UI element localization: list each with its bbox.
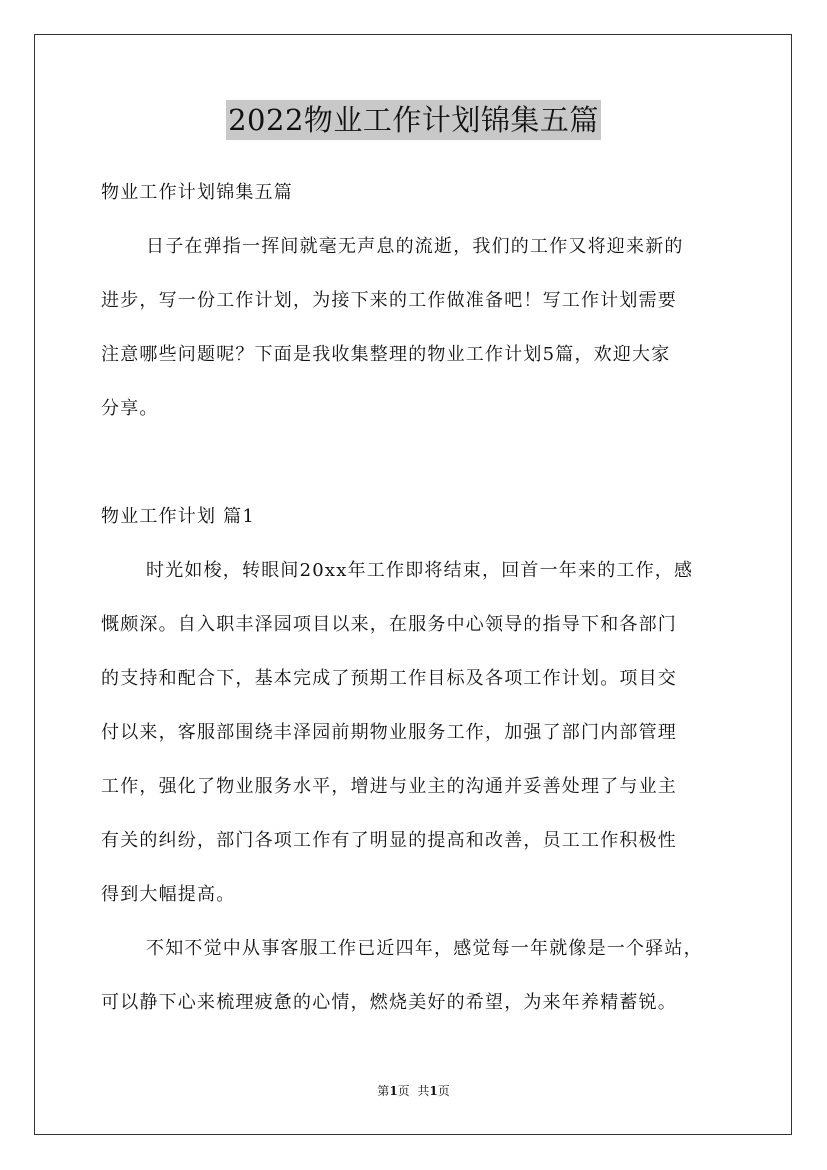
intro-line: 注意哪些问题呢？下面是我收集整理的物业工作计划5篇，欢迎大家 <box>101 344 671 365</box>
subtitle: 物业工作计划锦集五篇 <box>101 182 293 203</box>
paragraph-line: 得到大幅提高。 <box>101 884 236 905</box>
footer-total-unit: 页 <box>437 1084 450 1098</box>
footer-prefix: 第 <box>377 1084 390 1098</box>
document-title: 2022物业工作计划锦集五篇 <box>226 100 601 140</box>
paragraph-line: 慨颇深。自入职丰泽园项目以来，在服务中心领导的指导下和各部门 <box>101 614 677 635</box>
footer-total-pages: 1 <box>429 1084 438 1098</box>
title-block <box>0 100 827 140</box>
section-heading: 物业工作计划 篇1 <box>101 506 255 527</box>
paragraph-line: 的支持和配合下，基本完成了预期工作目标及各项工作计划。项目交 <box>101 668 677 689</box>
intro-line: 日子在弹指一挥间就毫无声息的流逝，我们的工作又将迎来新的 <box>146 236 684 257</box>
intro-line: 进步，写一份工作计划，为接下来的工作做准备吧！写工作计划需要 <box>101 290 677 311</box>
footer-page-number: 1 <box>389 1084 398 1098</box>
paragraph-line: 不知不觉中从事客服工作已近四年，感觉每一年就像是一个驿站， <box>146 938 703 959</box>
footer-separator: 共 <box>409 1084 430 1098</box>
page-footer <box>0 1083 827 1099</box>
footer-page-unit: 页 <box>397 1084 410 1098</box>
paragraph-line: 可以静下心来梳理疲惫的心情，燃烧美好的希望，为来年养精蓄锐。 <box>101 992 677 1013</box>
intro-line: 分享。 <box>101 398 159 419</box>
paragraph-line: 付以来，客服部围绕丰泽园前期物业服务工作，加强了部门内部管理 <box>101 722 677 743</box>
paragraph-line: 工作，强化了物业服务水平，增进与业主的沟通并妥善处理了与业主 <box>101 776 677 797</box>
paragraph-line: 有关的纠纷，部门各项工作有了明显的提高和改善，员工工作积极性 <box>101 830 677 851</box>
paragraph-line: 时光如梭，转眼间20xx年工作即将结束，回首一年来的工作，感 <box>146 560 694 581</box>
